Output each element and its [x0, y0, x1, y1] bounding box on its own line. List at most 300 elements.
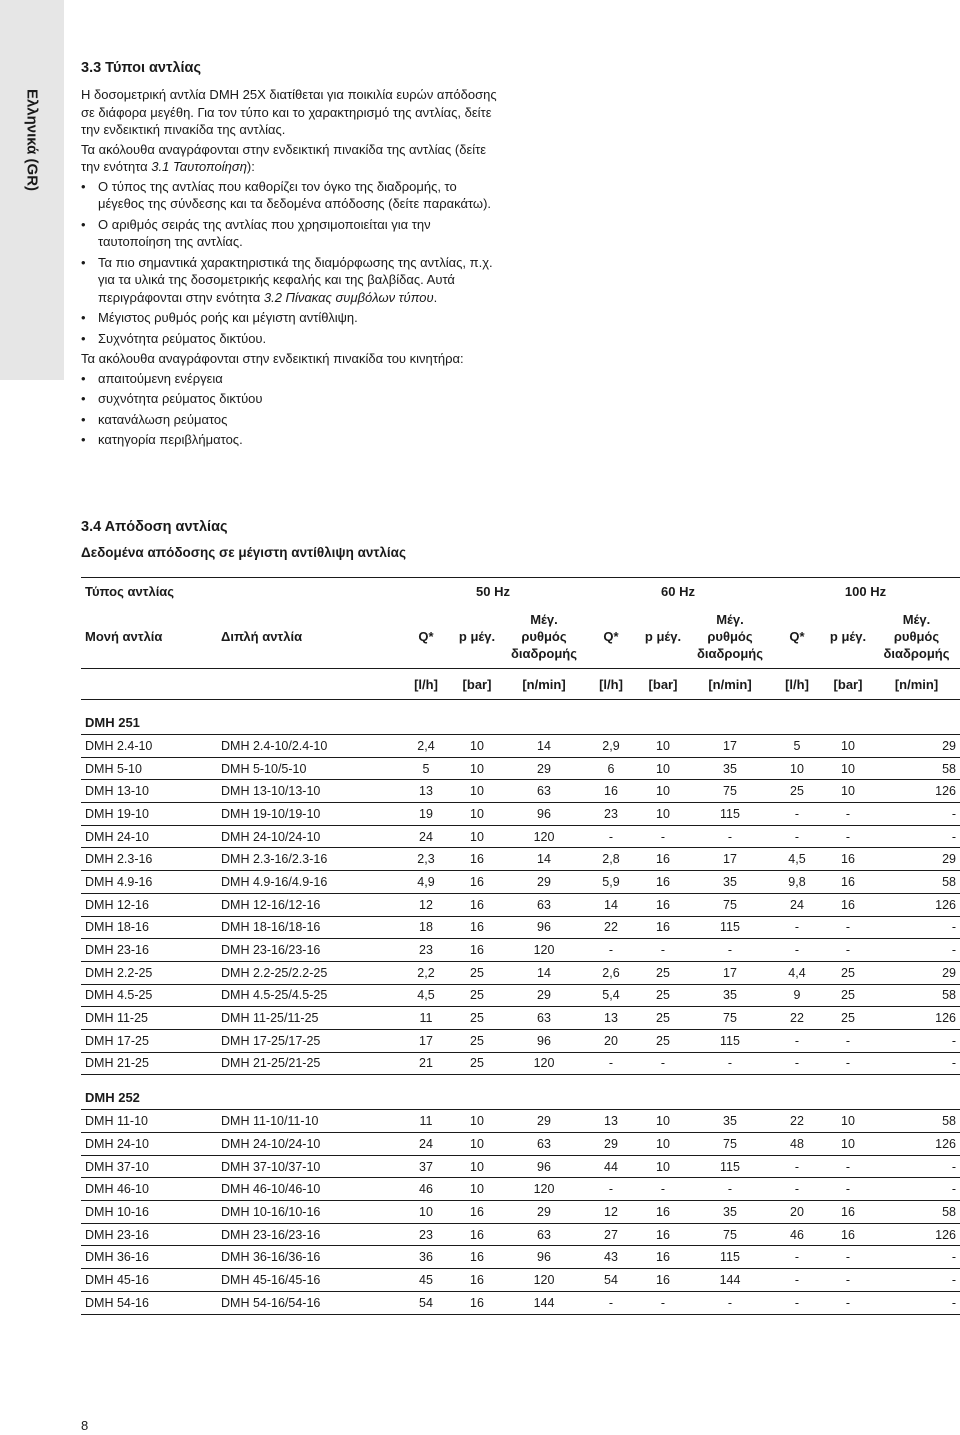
value-cell: 29 — [503, 1201, 585, 1224]
value-cell: 2,3 — [401, 848, 451, 871]
double-pump-cell: DMH 10-16/10-16 — [217, 1201, 401, 1224]
value-cell: 6 — [585, 757, 637, 780]
value-cell: 54 — [585, 1269, 637, 1292]
value-cell: 29 — [503, 757, 585, 780]
value-cell: 54 — [401, 1291, 451, 1314]
value-cell: 10 — [401, 1201, 451, 1224]
value-cell: 48 — [771, 1133, 823, 1156]
value-cell: 16 — [451, 871, 503, 894]
value-cell: 45 — [401, 1269, 451, 1292]
double-pump-cell: DMH 2.2-25/2.2-25 — [217, 961, 401, 984]
single-pump-cell: DMH 5-10 — [81, 757, 217, 780]
value-cell: 16 — [451, 1246, 503, 1269]
flow-header: Q* — [418, 628, 434, 644]
value-cell: 120 — [503, 825, 585, 848]
section-3-3 — [81, 58, 501, 452]
value-cell: 21 — [401, 1052, 451, 1075]
value-cell: 17 — [689, 961, 771, 984]
value-cell: 16 — [823, 848, 873, 871]
value-cell: 115 — [689, 803, 771, 826]
value-cell: 63 — [503, 1223, 585, 1246]
list-item — [81, 254, 501, 307]
value-cell: 10 — [451, 1178, 503, 1201]
value-cell: 14 — [585, 893, 637, 916]
value-cell: 25 — [823, 961, 873, 984]
value-cell: - — [873, 916, 960, 939]
value-cell: 144 — [689, 1269, 771, 1292]
value-cell: - — [823, 1052, 873, 1075]
value-cell: - — [873, 803, 960, 826]
value-cell: - — [823, 803, 873, 826]
value-cell: 58 — [873, 871, 960, 894]
double-pump-cell: DMH 18-16/18-16 — [217, 916, 401, 939]
value-cell: 16 — [637, 871, 689, 894]
single-pump-cell: DMH 37-10 — [81, 1155, 217, 1178]
freq-100-header: 100 Hz — [771, 578, 960, 605]
double-pump-cell: DMH 2.3-16/2.3-16 — [217, 848, 401, 871]
value-cell: - — [823, 939, 873, 962]
value-cell: 10 — [823, 735, 873, 758]
value-cell: - — [689, 1052, 771, 1075]
value-cell: 25 — [637, 961, 689, 984]
value-cell: 37 — [401, 1155, 451, 1178]
unit-pressure: [bar] — [451, 669, 503, 700]
unit-flow: [l/h] — [771, 669, 823, 700]
value-cell: 29 — [503, 984, 585, 1007]
value-cell: 2,9 — [585, 735, 637, 758]
value-cell: - — [637, 1291, 689, 1314]
value-cell: 25 — [637, 1007, 689, 1030]
double-pump-cell: DMH 23-16/23-16 — [217, 939, 401, 962]
double-pump-cell: DMH 17-25/17-25 — [217, 1029, 401, 1052]
value-cell: 10 — [451, 1133, 503, 1156]
list-item: • Ο τύπος της αντλίας που καθορίζει τον όγκο της διαδρομής, το μέγεθος της σύνδεσης και τα δεδομένα απόδοσης (δείτε παρακάτω). — [81, 178, 501, 213]
value-cell: 19 — [401, 803, 451, 826]
single-pump-cell: DMH 45-16 — [81, 1269, 217, 1292]
value-cell: 17 — [401, 1029, 451, 1052]
table-row — [81, 757, 960, 780]
units-row — [81, 669, 960, 700]
value-cell: 115 — [689, 1155, 771, 1178]
value-cell: 144 — [503, 1291, 585, 1314]
value-cell: 2,6 — [585, 961, 637, 984]
value-cell: 14 — [503, 848, 585, 871]
value-cell: 75 — [689, 1007, 771, 1030]
table-row — [81, 1246, 960, 1269]
value-cell: 16 — [637, 916, 689, 939]
stroke-rate-header: Μέγ. ρυθμός διαδρομής — [510, 611, 577, 661]
value-cell: 115 — [689, 1246, 771, 1269]
unit-flow: [l/h] — [585, 669, 637, 700]
single-pump-cell: DMH 18-16 — [81, 916, 217, 939]
value-cell: 75 — [689, 780, 771, 803]
value-cell: 75 — [689, 893, 771, 916]
single-pump-cell: DMH 17-25 — [81, 1029, 217, 1052]
double-pump-cell: DMH 11-10/11-10 — [217, 1110, 401, 1133]
value-cell: - — [771, 1178, 823, 1201]
table-row — [81, 735, 960, 758]
single-pump-cell: DMH 36-16 — [81, 1246, 217, 1269]
bullet-text-end: . — [433, 289, 438, 305]
value-cell: 10 — [637, 1155, 689, 1178]
value-cell: 2,8 — [585, 848, 637, 871]
table-row — [81, 1155, 960, 1178]
value-cell: - — [873, 1269, 960, 1292]
value-cell: 16 — [823, 893, 873, 916]
value-cell: 44 — [585, 1155, 637, 1178]
unit-pressure: [bar] — [823, 669, 873, 700]
single-pump-cell: DMH 2.2-25 — [81, 961, 217, 984]
value-cell: - — [873, 1029, 960, 1052]
value-cell: 17 — [689, 848, 771, 871]
table-row — [81, 1029, 960, 1052]
value-cell: 96 — [503, 1029, 585, 1052]
value-cell: - — [689, 1178, 771, 1201]
value-cell: 120 — [503, 1178, 585, 1201]
value-cell: 12 — [585, 1201, 637, 1224]
value-cell: 58 — [873, 1110, 960, 1133]
value-cell: - — [823, 1246, 873, 1269]
value-cell: 10 — [637, 735, 689, 758]
double-pump-cell: DMH 19-10/19-10 — [217, 803, 401, 826]
type-key-ref: 3.2 Πίνακας συμβόλων τύπου — [263, 289, 434, 305]
table-row — [81, 1007, 960, 1030]
unit-stroke-rate: [n/min] — [873, 669, 960, 700]
value-cell: 75 — [689, 1223, 771, 1246]
value-cell: 23 — [585, 803, 637, 826]
identification-ref: 3.1 Ταυτοποίηση — [151, 159, 247, 174]
value-cell: 4,4 — [771, 961, 823, 984]
double-pump-cell: DMH 11-25/11-25 — [217, 1007, 401, 1030]
value-cell: 10 — [637, 780, 689, 803]
table-row — [81, 893, 960, 916]
value-cell: - — [771, 1291, 823, 1314]
value-cell: 10 — [451, 1110, 503, 1133]
double-pump-cell: DMH 21-25/21-25 — [217, 1052, 401, 1075]
single-pump-cell: DMH 21-25 — [81, 1052, 217, 1075]
value-cell: 36 — [401, 1246, 451, 1269]
double-pump-cell: DMH 13-10/13-10 — [217, 780, 401, 803]
value-cell: 25 — [637, 1029, 689, 1052]
value-cell: 10 — [637, 757, 689, 780]
pump-type-header: Τύπος αντλίας — [81, 578, 401, 605]
value-cell: 4,5 — [771, 848, 823, 871]
language-side-tab — [0, 0, 64, 380]
value-cell: 16 — [637, 1201, 689, 1224]
value-cell: 126 — [873, 1133, 960, 1156]
value-cell: - — [771, 916, 823, 939]
double-pump-header: Διπλή αντλία — [221, 628, 303, 644]
value-cell: - — [585, 1052, 637, 1075]
value-cell: - — [585, 825, 637, 848]
value-cell: 16 — [451, 939, 503, 962]
value-cell: - — [585, 939, 637, 962]
value-cell: 23 — [401, 1223, 451, 1246]
nameplate-text-end: ): — [246, 159, 255, 174]
value-cell: - — [689, 825, 771, 848]
value-cell: 35 — [689, 757, 771, 780]
single-pump-cell: DMH 11-10 — [81, 1110, 217, 1133]
double-pump-cell: DMH 54-16/54-16 — [217, 1291, 401, 1314]
double-pump-cell: DMH 24-10/24-10 — [217, 1133, 401, 1156]
value-cell: - — [771, 1155, 823, 1178]
bullet-text: Τα πιο σημαντικά χαρακτηριστικά της διαμόρφωσης της αντλίας, π.χ. για τα υλικά της δοσομετρικής κεφαλής και της βαλβίδας. Αυτά περιγράφονται στην ενότητα — [98, 254, 493, 305]
value-cell: 43 — [585, 1246, 637, 1269]
value-cell: 10 — [637, 1133, 689, 1156]
value-cell: - — [689, 1291, 771, 1314]
single-pump-cell: DMH 24-10 — [81, 1133, 217, 1156]
single-pump-cell: DMH 23-16 — [81, 1223, 217, 1246]
table-row — [81, 1178, 960, 1201]
stroke-rate-header: Μέγ. ρυθμός διαδρομής — [696, 611, 763, 661]
value-cell: 2,4 — [401, 735, 451, 758]
value-cell: 9,8 — [771, 871, 823, 894]
value-cell: 29 — [503, 871, 585, 894]
value-cell: 16 — [823, 1201, 873, 1224]
value-cell: 25 — [823, 984, 873, 1007]
value-cell: 63 — [503, 1133, 585, 1156]
value-cell: 10 — [451, 1155, 503, 1178]
pressure-header: p μέγ. — [829, 628, 867, 644]
value-cell: 16 — [451, 1291, 503, 1314]
unit-stroke-rate: [n/min] — [503, 669, 585, 700]
value-cell: 35 — [689, 1110, 771, 1133]
value-cell: 96 — [503, 916, 585, 939]
unit-pressure: [bar] — [637, 669, 689, 700]
single-pump-cell: DMH 4.5-25 — [81, 984, 217, 1007]
value-cell: - — [637, 1178, 689, 1201]
value-cell: 120 — [503, 1052, 585, 1075]
value-cell: 29 — [873, 961, 960, 984]
value-cell: 29 — [873, 848, 960, 871]
value-cell: 10 — [451, 735, 503, 758]
value-cell: 10 — [451, 825, 503, 848]
list-item: • απαιτούμενη ενέργεια — [81, 370, 501, 388]
value-cell: 25 — [451, 984, 503, 1007]
value-cell: 5,4 — [585, 984, 637, 1007]
frequency-header-row — [81, 578, 960, 605]
value-cell: 58 — [873, 757, 960, 780]
value-cell: 58 — [873, 1201, 960, 1224]
value-cell: 16 — [451, 1269, 503, 1292]
value-cell: 12 — [401, 893, 451, 916]
table-row — [81, 1223, 960, 1246]
value-cell: - — [585, 1178, 637, 1201]
table-row — [81, 984, 960, 1007]
single-pump-cell: DMH 12-16 — [81, 893, 217, 916]
value-cell: 16 — [451, 916, 503, 939]
value-cell: 35 — [689, 1201, 771, 1224]
value-cell: 25 — [451, 1007, 503, 1030]
value-cell: 120 — [503, 1269, 585, 1292]
value-cell: - — [823, 1269, 873, 1292]
single-pump-cell: DMH 46-10 — [81, 1178, 217, 1201]
value-cell: - — [637, 1052, 689, 1075]
value-cell: 10 — [451, 803, 503, 826]
value-cell: 35 — [689, 871, 771, 894]
nameplate-text: Τα ακόλουθα αναγράφονται στην ενδεικτική πινακίδα της αντλίας (δείτε την ενότητα — [81, 141, 487, 174]
value-cell: - — [873, 939, 960, 962]
value-cell: 18 — [401, 916, 451, 939]
value-cell: 35 — [689, 984, 771, 1007]
value-cell: 10 — [823, 1133, 873, 1156]
unit-stroke-rate: [n/min] — [689, 669, 771, 700]
value-cell: 22 — [585, 916, 637, 939]
value-cell: 75 — [689, 1133, 771, 1156]
value-cell: 25 — [771, 780, 823, 803]
value-cell: 46 — [771, 1223, 823, 1246]
pressure-header: p μέγ. — [458, 628, 496, 644]
group-name: DMH 251 — [81, 700, 960, 735]
value-cell: 16 — [451, 848, 503, 871]
table-row — [81, 803, 960, 826]
value-cell: 10 — [451, 780, 503, 803]
value-cell: 13 — [585, 1007, 637, 1030]
single-pump-cell: DMH 24-10 — [81, 825, 217, 848]
value-cell: 24 — [771, 893, 823, 916]
value-cell: - — [771, 1029, 823, 1052]
value-cell: 5 — [771, 735, 823, 758]
table-row — [81, 1291, 960, 1314]
value-cell: 11 — [401, 1110, 451, 1133]
group-name: DMH 252 — [81, 1075, 960, 1110]
table-row — [81, 780, 960, 803]
value-cell: 16 — [585, 780, 637, 803]
value-cell: 14 — [503, 961, 585, 984]
value-cell: 24 — [401, 825, 451, 848]
list-item: • συχνότητα ρεύματος δικτύου — [81, 390, 501, 408]
value-cell: 16 — [637, 1223, 689, 1246]
value-cell: 20 — [585, 1029, 637, 1052]
table-row — [81, 1269, 960, 1292]
value-cell: 25 — [451, 961, 503, 984]
double-pump-cell: DMH 36-16/36-16 — [217, 1246, 401, 1269]
page-number: 8 — [81, 1418, 89, 1433]
single-pump-cell: DMH 10-16 — [81, 1201, 217, 1224]
value-cell: 5,9 — [585, 871, 637, 894]
value-cell: - — [873, 1155, 960, 1178]
value-cell: - — [873, 1246, 960, 1269]
value-cell: 126 — [873, 1223, 960, 1246]
double-pump-cell: DMH 2.4-10/2.4-10 — [217, 735, 401, 758]
value-cell: - — [873, 1052, 960, 1075]
value-cell: 25 — [451, 1052, 503, 1075]
flow-header: Q* — [603, 628, 619, 644]
value-cell: 20 — [771, 1201, 823, 1224]
value-cell: 29 — [585, 1133, 637, 1156]
section-3-4-title: 3.4 Απόδοση αντλίας — [81, 519, 228, 535]
value-cell: 29 — [873, 735, 960, 758]
value-cell: - — [873, 825, 960, 848]
value-cell: - — [823, 1178, 873, 1201]
performance-subtitle: Δεδομένα απόδοσης σε μέγιστη αντίθλιψη αντλίας — [81, 545, 406, 560]
value-cell: - — [823, 1155, 873, 1178]
value-cell: 16 — [451, 1201, 503, 1224]
single-pump-cell: DMH 2.4-10 — [81, 735, 217, 758]
table-row — [81, 916, 960, 939]
value-cell: 10 — [823, 757, 873, 780]
value-cell: 58 — [873, 984, 960, 1007]
value-cell: 10 — [637, 1110, 689, 1133]
value-cell: - — [873, 1178, 960, 1201]
value-cell: - — [823, 825, 873, 848]
double-pump-cell: DMH 46-10/46-10 — [217, 1178, 401, 1201]
value-cell: - — [771, 939, 823, 962]
table-row — [81, 1110, 960, 1133]
value-cell: 120 — [503, 939, 585, 962]
value-cell: 63 — [503, 1007, 585, 1030]
value-cell: - — [771, 803, 823, 826]
value-cell: - — [637, 939, 689, 962]
language-label: Ελληνικά (GR) — [23, 88, 41, 192]
value-cell: 25 — [823, 1007, 873, 1030]
double-pump-cell: DMH 23-16/23-16 — [217, 1223, 401, 1246]
single-pump-header: Μονή αντλία — [85, 628, 163, 644]
value-cell: 22 — [771, 1110, 823, 1133]
section-3-3-title: 3.3 Τύποι αντλίας — [81, 60, 202, 76]
nameplate-bullets — [81, 178, 501, 348]
list-item: • κατανάλωση ρεύματος — [81, 411, 501, 429]
freq-60-header: 60 Hz — [585, 578, 771, 605]
value-cell: - — [771, 825, 823, 848]
group-header-row — [81, 700, 960, 735]
list-item: • Μέγιστος ρυθμός ροής και μέγιστη αντίθλιψη. — [81, 309, 501, 327]
single-pump-cell: DMH 4.9-16 — [81, 871, 217, 894]
value-cell: 25 — [451, 1029, 503, 1052]
value-cell: 2,2 — [401, 961, 451, 984]
table-row — [81, 961, 960, 984]
freq-50-header: 50 Hz — [401, 578, 585, 605]
stroke-rate-header: Μέγ. ρυθμός διαδρομής — [883, 611, 950, 661]
value-cell: 96 — [503, 1155, 585, 1178]
single-pump-cell: DMH 11-25 — [81, 1007, 217, 1030]
value-cell: 22 — [771, 1007, 823, 1030]
single-pump-cell: DMH 23-16 — [81, 939, 217, 962]
value-cell: - — [689, 939, 771, 962]
value-cell: 63 — [503, 780, 585, 803]
value-cell: 4,9 — [401, 871, 451, 894]
value-cell: 126 — [873, 893, 960, 916]
value-cell: 27 — [585, 1223, 637, 1246]
value-cell: - — [823, 1291, 873, 1314]
value-cell: - — [823, 1029, 873, 1052]
table-row — [81, 1052, 960, 1075]
list-item: • Ο αριθμός σειράς της αντλίας που χρησιμοποιείται για την ταυτοποίηση της αντλίας. — [81, 216, 501, 251]
value-cell: - — [771, 1269, 823, 1292]
value-cell: 96 — [503, 803, 585, 826]
value-cell: 16 — [823, 1223, 873, 1246]
table-row — [81, 939, 960, 962]
intro-paragraph: Η δοσομετρική αντλία DMH 25X διατίθεται για ποικιλία ευρών απόδοσης σε διάφορα μεγέθη. Για τον τύπο και το χαρακτηρισμό της αντλίας, δείτε την ενδεικτική πινακίδα της αντλίας. — [81, 87, 497, 137]
double-pump-cell: DMH 45-16/45-16 — [217, 1269, 401, 1292]
value-cell: 10 — [771, 757, 823, 780]
value-cell: - — [771, 1052, 823, 1075]
single-pump-cell: DMH 2.3-16 — [81, 848, 217, 871]
double-pump-cell: DMH 24-10/24-10 — [217, 825, 401, 848]
value-cell: - — [637, 825, 689, 848]
value-cell: 126 — [873, 1007, 960, 1030]
table-row — [81, 825, 960, 848]
list-item: • Συχνότητα ρεύματος δικτύου. — [81, 330, 501, 348]
value-cell: 13 — [585, 1110, 637, 1133]
value-cell: 16 — [637, 848, 689, 871]
value-cell: 29 — [503, 1110, 585, 1133]
value-cell: 115 — [689, 916, 771, 939]
value-cell: 126 — [873, 780, 960, 803]
value-cell: 23 — [401, 939, 451, 962]
value-cell: 5 — [401, 757, 451, 780]
flow-header: Q* — [789, 628, 805, 644]
